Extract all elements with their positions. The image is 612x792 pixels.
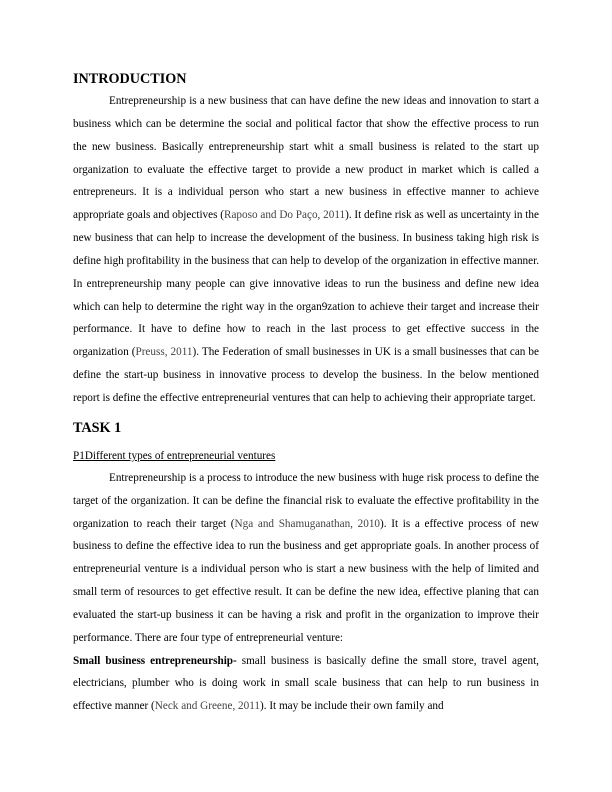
task1-subheading: P1Different types of entrepreneurial ventures xyxy=(73,449,276,462)
citation-neck: Neck and Greene, 2011 xyxy=(154,700,260,713)
intro-text-3: ). The Federation of small businesses in UK is a small businesses that can be define the start-up business in innovative process to develop the business. In the below mentioned report is define the effective entrepreneurial ventures that can help to achieving their appropriate target. xyxy=(73,346,539,404)
intro-text-1: Entrepreneurship is a new business that can have define the new ideas and innovation to start a business which can be determine the social and political factor that show the effective process to run the new business. Basically entrepreneurship start whit a small business is related to the start up organization to evaluate the effective target to provide a new product in market which is called a entrepreneurs. It is a individual person who start a new business in effective manner to achieve appropriate goals and objectives ( xyxy=(73,95,539,222)
small-business-paragraph xyxy=(73,650,539,719)
citation-preuss: Preuss, 2011 xyxy=(135,346,193,359)
introduction-paragraph xyxy=(73,90,539,410)
task1-heading: TASK 1 xyxy=(73,419,122,436)
ventures-paragraph xyxy=(73,467,539,650)
ventures-text-1: Entrepreneurship is a process to introduce the new business with huge risk process to define the target of the organization. It can be define the financial risk to evaluate the effective profitability in the organization to reach their target ( xyxy=(73,471,539,530)
citation-nga: Nga and Shamuganathan, 2010 xyxy=(234,517,381,530)
introduction-heading: INTRODUCTION xyxy=(73,71,187,87)
small-business-text-1: small business is basically define the small store, travel agent, electricians, plumber who is doing work in small scale business that can help to run business in effective manner ( xyxy=(73,654,539,713)
small-business-text-2: ). It may be include their own family and xyxy=(260,700,444,713)
small-business-term: Small business entrepreneurship- xyxy=(73,654,237,667)
intro-text-2: ). It define risk as well as uncertainty in the new business that can help to increase the development of the business. In business taking high risk is define high profitability in the business that can help to develop of the organization in effective manner. In entrepreneurship many people can give innovative ideas to run the business and define new idea which can help to determine the right way in the organ9zation to achieve their target and increase their performance. It have to define how to reach in the last process to get effective success in the organization ( xyxy=(73,209,539,359)
page-content xyxy=(73,68,539,718)
ventures-text-2: ). It is a effective process of new business to define the effective idea to run the business and get appropriate goals. In another process of entrepreneurial venture is a individual person who is start a new business with the help of limited and small term of resources to get effective result. It can be define the new idea, effective planing that can evaluated the start-up business it can be having a risk and profit in the organization to improve their performance. There are four type of entrepreneurial venture: xyxy=(73,517,540,644)
citation-raposo: Raposo and Do Paço, 2011 xyxy=(224,209,346,222)
